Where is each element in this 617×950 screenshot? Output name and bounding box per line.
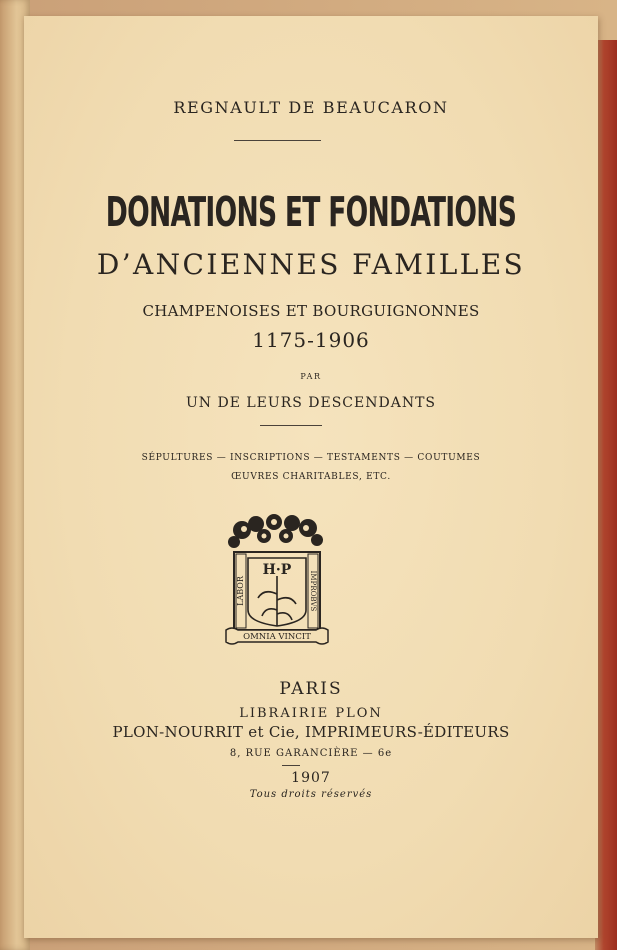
publisher-name: LIBRAIRIE PLON [239, 706, 383, 721]
city: PARIS [279, 679, 343, 699]
red-binding-edge [595, 40, 617, 950]
topics-line-1: SÉPULTURES — INSCRIPTIONS — TESTAMENTS — COUTUMES [141, 453, 481, 463]
publisher-emblem [222, 514, 332, 650]
divider-rule [234, 140, 321, 141]
rights-notice: Tous droits réservés [249, 789, 373, 800]
address-line: 8, RUE GARANCIÈRE — 6e [229, 748, 393, 759]
imprint-line: PLON-NOURRIT et Cie, IMPRIMEURS-ÉDITEURS [112, 723, 510, 741]
par-label: PAR [300, 372, 322, 381]
by-line: UN DE LEURS DESCENDANTS [185, 395, 437, 411]
subtitle: CHAMPENOISES ET BOURGUIGNONNES [142, 302, 480, 320]
emblem-motto-right: IMPROBVS [309, 570, 317, 612]
divider-rule [260, 425, 322, 426]
author-name: REGNAULT DE BEAUCARON [173, 98, 449, 117]
title-line-2: D’ANCIENNES FAMILLES [96, 248, 526, 281]
title-page [24, 16, 598, 938]
topics-line-2: ŒUVRES CHARITABLES, ETC. [231, 472, 391, 482]
emblem-motto-bottom: OMNIA VINCIT [243, 632, 311, 642]
date-range: 1175-1906 [252, 328, 370, 352]
publication-year: 1907 [291, 770, 331, 786]
emblem-monogram: H·P [262, 562, 292, 578]
title-line-1: DONATIONS ET FONDATIONS [105, 188, 517, 236]
divider-rule [282, 765, 300, 766]
emblem-motto-left: LABOR [236, 576, 245, 606]
